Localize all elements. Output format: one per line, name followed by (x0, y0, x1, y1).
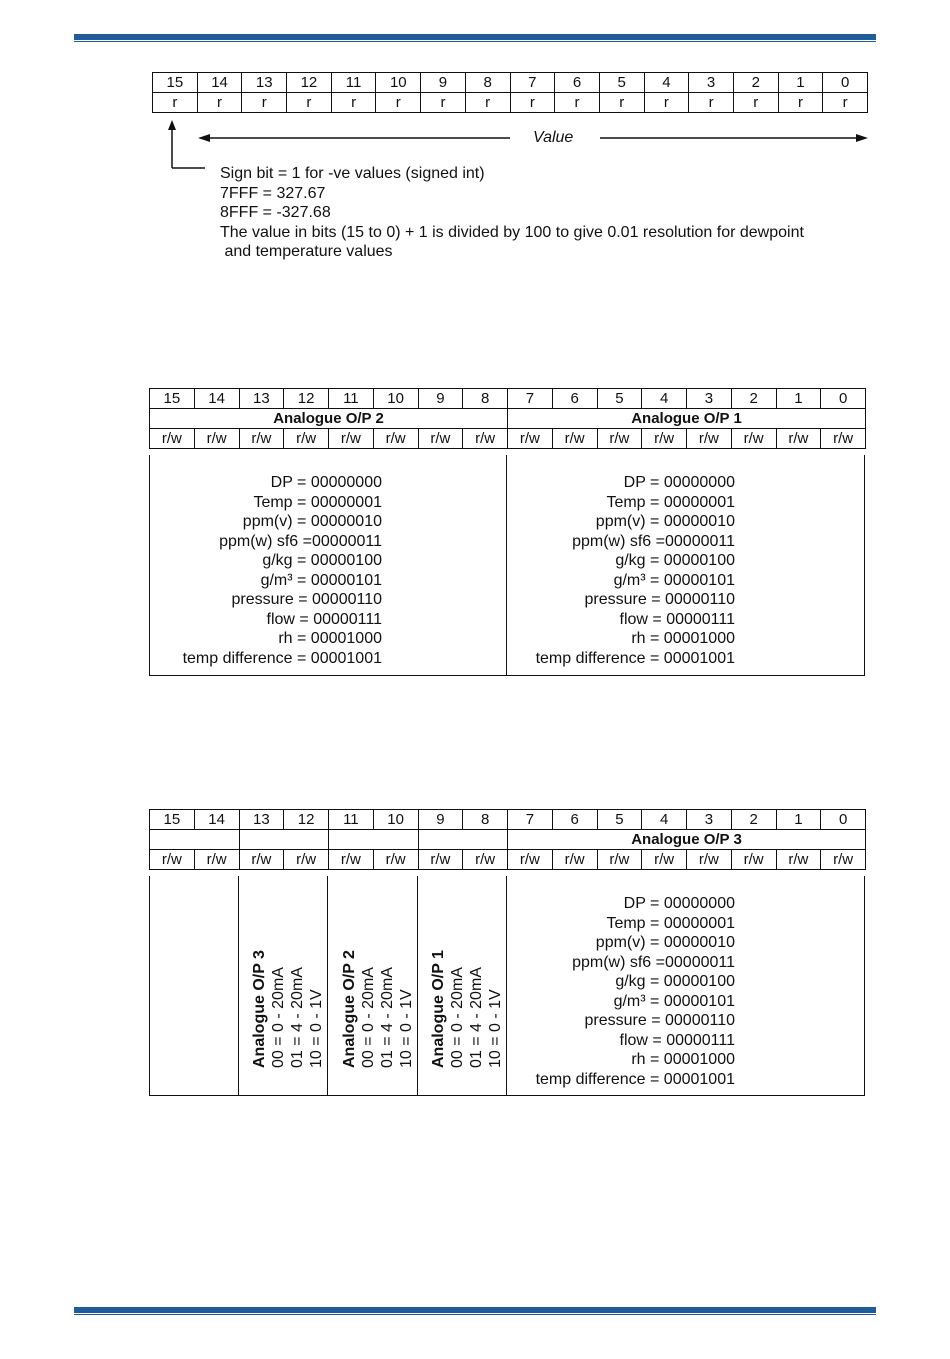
unit-code-line: pressure = 00000110 (584, 1012, 735, 1029)
op3-range-text (250, 950, 326, 1068)
unit-code-line: ppm(w) sf6 =00000011 (219, 532, 382, 550)
op2-range-text (340, 950, 416, 1068)
bit-number-cell: 10 (373, 810, 418, 830)
bit-number-cell: 9 (418, 810, 463, 830)
bit-number-cell: 4 (642, 389, 687, 409)
range-title: Analogue O/P 2 (341, 950, 358, 1068)
access-cell: r (555, 93, 600, 113)
unit-code-line: DP = 00000000 (623, 474, 735, 491)
bit-number-cell: 3 (687, 389, 732, 409)
range-line: 00 = 0 - 20mA (360, 967, 377, 1068)
bit-number-cell: 6 (552, 389, 597, 409)
analogue-op3-unit-codes (536, 894, 735, 1089)
access-cell: r/w (194, 850, 239, 870)
access-cell: r/w (194, 429, 239, 449)
unit-code-line: g/kg = 00000100 (262, 552, 382, 569)
access-cell: r/w (776, 429, 821, 449)
unit-code-line: flow = 00000111 (619, 610, 735, 628)
unit-code-line: temp difference = 00001001 (535, 649, 735, 667)
unit-code-line: temp difference = 00001001 (535, 1070, 735, 1088)
bit-number-cell: 11 (331, 73, 376, 93)
unit-code-line: g/kg = 00000100 (615, 552, 735, 569)
register2-table (149, 388, 866, 449)
access-cell: r (197, 93, 242, 113)
access-cell: r (599, 93, 644, 113)
analogue-op1-title: Analogue O/P 1 (508, 409, 866, 429)
access-row (153, 93, 868, 113)
bit-number-cell: 12 (287, 73, 332, 93)
bit-number-cell: 3 (687, 810, 732, 830)
access-cell: r (689, 93, 734, 113)
bit-number-cell: 10 (373, 389, 418, 409)
range-line: 00 = 0 - 20mA (270, 967, 287, 1068)
access-cell: r/w (329, 429, 374, 449)
access-cell: r/w (150, 850, 195, 870)
unit-code-line: rh = 00001000 (631, 1051, 735, 1068)
note-line: Sign bit = 1 for -ve values (signed int) (220, 165, 485, 182)
bit-number-cell: 3 (689, 73, 734, 93)
bit-number-cell: 0 (821, 389, 866, 409)
bit-number-row (150, 389, 866, 409)
access-cell: r (510, 93, 555, 113)
blank-cell (150, 830, 240, 850)
bit-number-cell: 12 (284, 389, 329, 409)
unit-code-line: DP = 00000000 (270, 474, 382, 491)
unit-code-line: pressure = 00000110 (584, 591, 735, 608)
bit-number-cell: 11 (329, 389, 374, 409)
bit-number-cell: 8 (463, 810, 508, 830)
access-cell: r/w (284, 429, 329, 449)
unit-code-line: Temp = 00000001 (253, 493, 382, 511)
unit-code-line: g/m³ = 00000101 (260, 571, 382, 589)
access-cell: r/w (373, 850, 418, 870)
unit-code-line: pressure = 00000110 (231, 591, 382, 608)
bit-number-cell: 2 (731, 389, 776, 409)
bit-number-cell: 4 (642, 810, 687, 830)
access-cell: r/w (418, 850, 463, 870)
access-cell: r/w (731, 429, 776, 449)
unit-code-line: rh = 00001000 (631, 630, 735, 647)
access-cell: r/w (508, 429, 553, 449)
analogue-op1-unit-codes (536, 473, 735, 668)
title-row (150, 830, 866, 850)
access-cell: r (823, 93, 868, 113)
access-cell: r (778, 93, 823, 113)
unit-code-line: flow = 00000111 (619, 1031, 735, 1049)
access-cell: r/w (150, 429, 195, 449)
bit-number-cell: 15 (150, 389, 195, 409)
access-cell: r (153, 93, 198, 113)
bit-number-cell: 15 (153, 73, 198, 93)
access-cell: r/w (687, 850, 732, 870)
access-cell: r/w (329, 850, 374, 870)
bit-number-cell: 13 (242, 73, 287, 93)
bit-number-cell: 2 (733, 73, 778, 93)
unit-code-line: flow = 00000111 (266, 610, 382, 628)
access-cell: r (421, 93, 466, 113)
blank-cell (329, 830, 419, 850)
bit-number-cell: 13 (239, 810, 284, 830)
blank-cell (239, 830, 329, 850)
range-line: 10 = 0 - 1V (308, 989, 325, 1068)
unit-code-line: Temp = 00000001 (606, 914, 735, 932)
bit-number-row (150, 810, 866, 830)
access-cell: r/w (642, 429, 687, 449)
bit-number-cell: 1 (778, 73, 823, 93)
bit-number-cell: 12 (284, 810, 329, 830)
note-line: The value in bits (15 to 0) + 1 is divided by 100 to give 0.01 resolution for dewpoint (220, 223, 804, 241)
op1-range-text (429, 950, 505, 1068)
unit-code-line: Temp = 00000001 (606, 493, 735, 511)
footer-rule (74, 1307, 876, 1313)
bit-number-cell: 8 (465, 73, 510, 93)
bit-number-cell: 2 (731, 810, 776, 830)
bit-number-cell: 9 (418, 389, 463, 409)
range-title: Analogue O/P 3 (251, 950, 268, 1068)
access-cell: r (287, 93, 332, 113)
unit-code-line: ppm(v) = 00000010 (595, 513, 735, 530)
access-cell: r/w (463, 850, 508, 870)
bit-number-row (153, 73, 868, 93)
register1-table (152, 72, 868, 113)
access-cell: r/w (463, 429, 508, 449)
bit-number-cell: 14 (194, 389, 239, 409)
unit-code-line: ppm(v) = 00000010 (242, 513, 382, 530)
unit-code-line: ppm(w) sf6 =00000011 (572, 532, 735, 550)
unit-code-line: ppm(v) = 00000010 (595, 934, 735, 951)
bit-number-cell: 6 (555, 73, 600, 93)
analogue-op2-unit-codes (183, 473, 382, 668)
bit-number-cell: 1 (776, 810, 821, 830)
range-line: 00 = 0 - 20mA (449, 967, 466, 1068)
bit-number-cell: 10 (376, 73, 421, 93)
access-cell: r/w (687, 429, 732, 449)
access-cell: r (644, 93, 689, 113)
range-line: 10 = 0 - 1V (487, 989, 504, 1068)
bit-number-cell: 13 (239, 389, 284, 409)
access-cell: r (376, 93, 421, 113)
unit-code-line: g/m³ = 00000101 (613, 992, 735, 1010)
unit-code-line: DP = 00000000 (623, 895, 735, 912)
analogue-op2-title: Analogue O/P 2 (150, 409, 508, 429)
access-row (150, 429, 866, 449)
bit-number-cell: 4 (644, 73, 689, 93)
access-cell: r/w (508, 850, 553, 870)
access-cell: r/w (776, 850, 821, 870)
access-cell: r/w (239, 850, 284, 870)
bit-number-cell: 5 (597, 389, 642, 409)
bit-number-cell: 14 (194, 810, 239, 830)
access-cell: r/w (373, 429, 418, 449)
access-cell: r/w (642, 850, 687, 870)
access-cell: r/w (597, 429, 642, 449)
access-cell: r (465, 93, 510, 113)
bit-number-cell: 0 (821, 810, 866, 830)
range-line: 01 = 4 - 20mA (379, 967, 396, 1068)
unit-code-line: temp difference = 00001001 (182, 649, 382, 667)
range-line: 01 = 4 - 20mA (468, 967, 485, 1068)
bit-number-cell: 5 (599, 73, 644, 93)
access-cell: r/w (731, 850, 776, 870)
unit-code-line: ppm(w) sf6 =00000011 (572, 953, 735, 971)
bit-number-cell: 7 (510, 73, 555, 93)
bit-number-cell: 14 (197, 73, 242, 93)
access-cell: r/w (821, 850, 866, 870)
bit-number-cell: 1 (776, 389, 821, 409)
access-cell: r/w (821, 429, 866, 449)
analogue-op3-title: Analogue O/P 3 (508, 830, 866, 850)
access-cell: r (733, 93, 778, 113)
register1-notes (220, 164, 804, 262)
range-line: 01 = 4 - 20mA (289, 967, 306, 1068)
unit-code-line: g/m³ = 00000101 (613, 571, 735, 589)
bit-number-cell: 0 (823, 73, 868, 93)
header-rule (74, 34, 876, 40)
bit-number-cell: 15 (150, 810, 195, 830)
access-row (150, 850, 866, 870)
access-cell: r/w (552, 850, 597, 870)
unit-code-line: rh = 00001000 (278, 630, 382, 647)
blank-cell (418, 830, 508, 850)
access-cell: r (331, 93, 376, 113)
bit-number-cell: 8 (463, 389, 508, 409)
bit-number-cell: 11 (329, 810, 374, 830)
bit-number-cell: 5 (597, 810, 642, 830)
sign-bit-arrowhead (168, 120, 176, 130)
bit-number-cell: 6 (552, 810, 597, 830)
access-cell: r (242, 93, 287, 113)
access-cell: r/w (597, 850, 642, 870)
bit-number-cell: 7 (508, 810, 553, 830)
access-cell: r/w (552, 429, 597, 449)
bit-number-cell: 7 (508, 389, 553, 409)
access-cell: r/w (418, 429, 463, 449)
bit-number-cell: 9 (421, 73, 466, 93)
range-title: Analogue O/P 1 (430, 950, 447, 1068)
value-label: Value (533, 129, 574, 146)
access-cell: r/w (284, 850, 329, 870)
access-cell: r/w (239, 429, 284, 449)
unit-code-line: g/kg = 00000100 (615, 973, 735, 990)
note-line: and temperature values (220, 243, 393, 260)
range-line: 10 = 0 - 1V (398, 989, 415, 1068)
note-line: 7FFF = 327.67 (220, 184, 326, 202)
title-row (150, 409, 866, 429)
note-line: 8FFF = -327.68 (220, 204, 331, 221)
reserved-box (149, 876, 239, 1096)
register3-table (149, 809, 866, 870)
